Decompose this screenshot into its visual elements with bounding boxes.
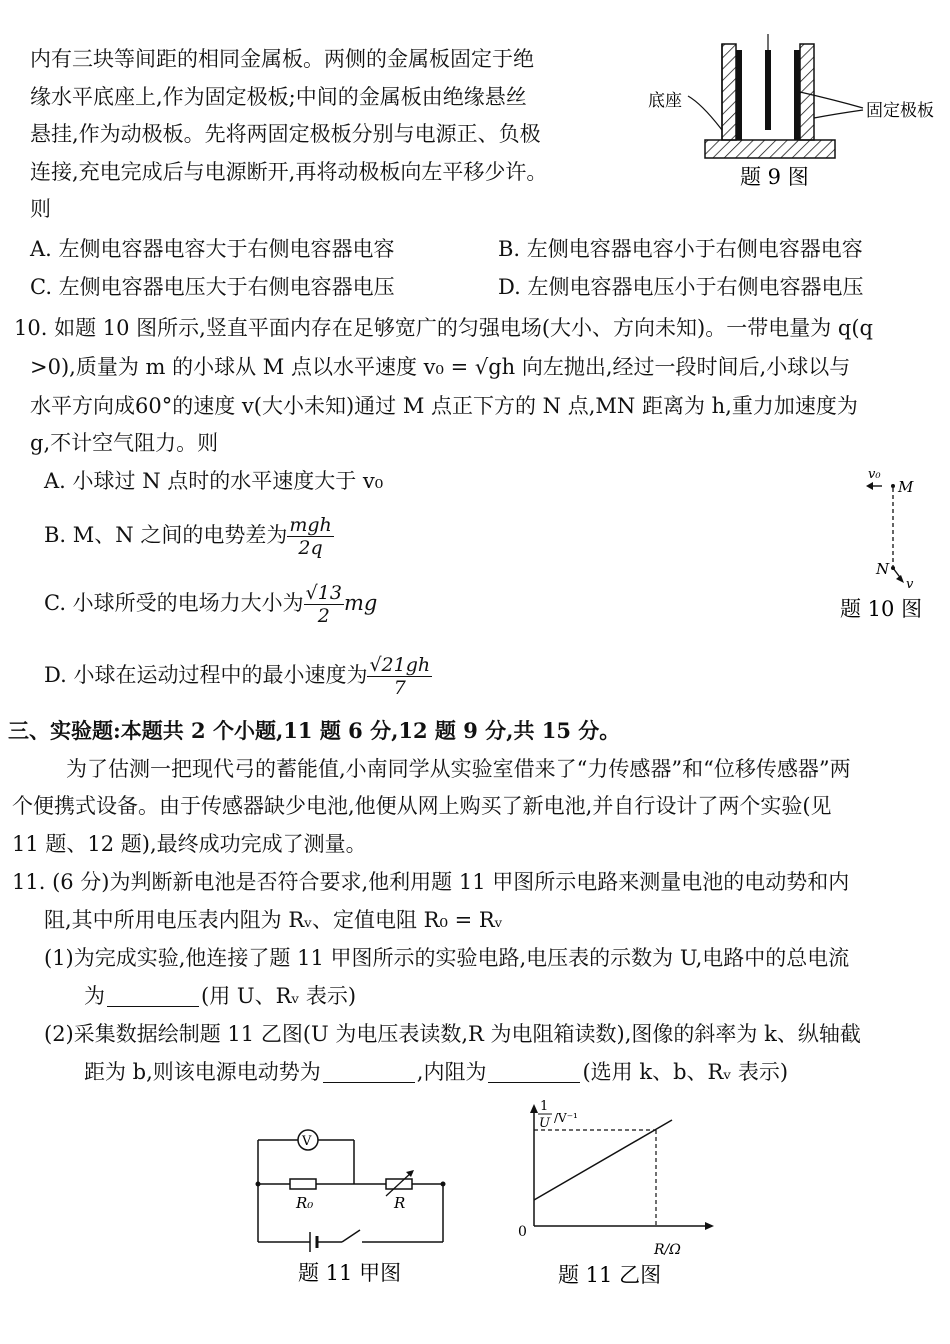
answer-blank-current[interactable] [107,984,199,1007]
label-r: R [394,1194,406,1212]
q10-caption: 题 10 图 [840,597,923,621]
q9-line-1: 内有三块等间距的相同金属板。两侧的金属板固定于绝 [30,47,534,71]
q9-option-c: C. 左侧电容器电压大于右侧电容器电压 [30,275,395,299]
q11-graph-caption: 题 11 乙图 [558,1263,662,1287]
label-v: v [906,577,914,592]
q11-circuit-figure [250,1126,460,1286]
q9-caption: 题 9 图 [740,165,809,189]
fixed-plate-right [794,50,800,140]
q11-part2-line-2 [84,1057,788,1087]
q10-option-a: A. 小球过 N 点时的水平速度大于 v₀ [44,469,384,493]
q11-part2-line-1: (2)采集数据绘制题 11 乙图(U 为电压表读数,R 为电阻箱读数),图像的斜率为 k、纵轴截 [44,1022,861,1046]
q9-option-a: A. 左侧电容器电容大于右侧电容器电容 [30,237,395,261]
q10-line-2: >0),质量为 m 的小球从 M 点以水平速度 v₀ = √gh 向左抛出,经过一段时间后,小球以与 [30,355,851,379]
label-v0: v₀ [868,467,881,482]
q10-option-c-text: C. 小球所受的电场力大小为 [44,591,304,615]
left-wall [722,44,736,140]
section3-intro-2: 个便携式设备。由于传感器缺少电池,他便从网上购买了新电池,并自行设计了两个实验(见 [12,794,832,818]
label-fixed-plate: 固定极板 [866,101,934,121]
q11-part1-pre: 为 [84,984,105,1008]
q10-option-c [44,578,377,628]
label-r0: R₀ [296,1194,314,1212]
q9-line-3: 悬挂,作为动极板。先将两固定极板分别与电源正、负极 [30,122,541,146]
q10-option-c-num: √13 [305,582,342,604]
q11-line-2: 阻,其中所用电压表内阻为 Rᵥ、定值电阻 R₀ = Rᵥ [44,908,503,932]
q9-line-2: 缘水平底座上,作为固定极板;中间的金属板由绝缘悬丝 [30,85,527,109]
fixed-plate-left [736,50,742,140]
q9-line-5: 则 [30,197,51,221]
q10-option-b-fraction [287,514,333,559]
answer-blank-resistance[interactable] [488,1060,580,1083]
label-m: M [898,478,914,496]
q10-option-b [44,510,334,560]
q10-option-c-den: 2 [317,605,330,627]
q11-circuit-caption: 题 11 甲图 [298,1261,402,1285]
resistor-r0-icon [290,1179,316,1189]
movable-plate [765,50,771,130]
q10-line-1: 10. 如题 10 图所示,竖直平面内存在足够宽广的匀强电场(大小、方向未知)。一带电量为 q(q [14,316,873,340]
q11-part2-post: (选用 k、b、Rᵥ 表示) [582,1060,789,1084]
q10-line-3: 水平方向成60°的速度 v(大小未知)通过 M 点正下方的 N 点,MN 距离为 h,重力加速度为 [30,394,858,418]
q11-part1-line-1: (1)为完成实验,他连接了题 11 甲图所示的实验电路,电压表的示数为 U,电路中的总电流 [44,946,850,970]
q10-option-b-den: 2q [298,537,323,559]
q9-line-4: 连接,充电完成后与电源断开,再将动极板向左平移少许。 [30,160,548,184]
base-block [705,140,835,158]
q10-option-d-den: 7 [393,677,406,699]
q11-part1-post: (用 U、Rᵥ 表示) [201,984,357,1008]
q10-option-d [44,650,432,700]
y-axis-unit: /V⁻¹ [554,1111,578,1125]
y-axis-den: U [539,1116,550,1131]
q10-option-b-text: B. M、N 之间的电势差为 [44,523,288,547]
q10-option-c-suffix: mg [343,591,378,615]
answer-blank-emf[interactable] [323,1060,415,1083]
q10-figure [830,466,940,626]
q10-option-d-fraction [367,654,432,699]
q11-line-1: 11. (6 分)为判断新电池是否符合要求,他利用题 11 甲图所示电路来测量电池的电动势和内 [12,870,850,894]
q10-option-b-num: mgh [289,514,332,536]
voltmeter-label: V [302,1134,312,1149]
graph-origin: 0 [518,1224,527,1240]
label-base: 底座 [648,91,682,111]
label-n: N [876,560,890,578]
q11-graph-figure [500,1096,720,1286]
x-axis-label: R/Ω [654,1242,681,1258]
section3-intro-1: 为了估测一把现代弓的蓄能值,小南同学从实验室借来了“力传感器”和“位移传感器”两 [66,757,851,781]
q11-part2-pre: 距为 b,则该电源电动势为 [84,1060,321,1084]
q10-line-4: g,不计空气阻力。则 [30,431,219,455]
q9-option-b: B. 左侧电容器电容小于右侧电容器电容 [498,237,863,261]
q9-option-d: D. 左侧电容器电压小于右侧电容器电压 [498,275,864,299]
y-axis-num: 1 [540,1099,549,1114]
q10-option-c-fraction [304,582,344,627]
q11-part2-mid: ,内阻为 [416,1060,487,1084]
section3-intro-3: 11 题、12 题),最终成功完成了测量。 [12,832,367,856]
q10-option-d-text: D. 小球在运动过程中的最小速度为 [44,663,368,687]
q11-part1-line-2 [84,981,356,1011]
q9-figure [610,34,950,194]
switch-icon [342,1230,360,1242]
q10-option-d-num: √21gh [369,654,431,676]
fit-line [534,1120,672,1200]
section3-heading: 三、实验题:本题共 2 个小题,11 题 6 分,12 题 9 分,共 15 分。 [8,718,621,743]
